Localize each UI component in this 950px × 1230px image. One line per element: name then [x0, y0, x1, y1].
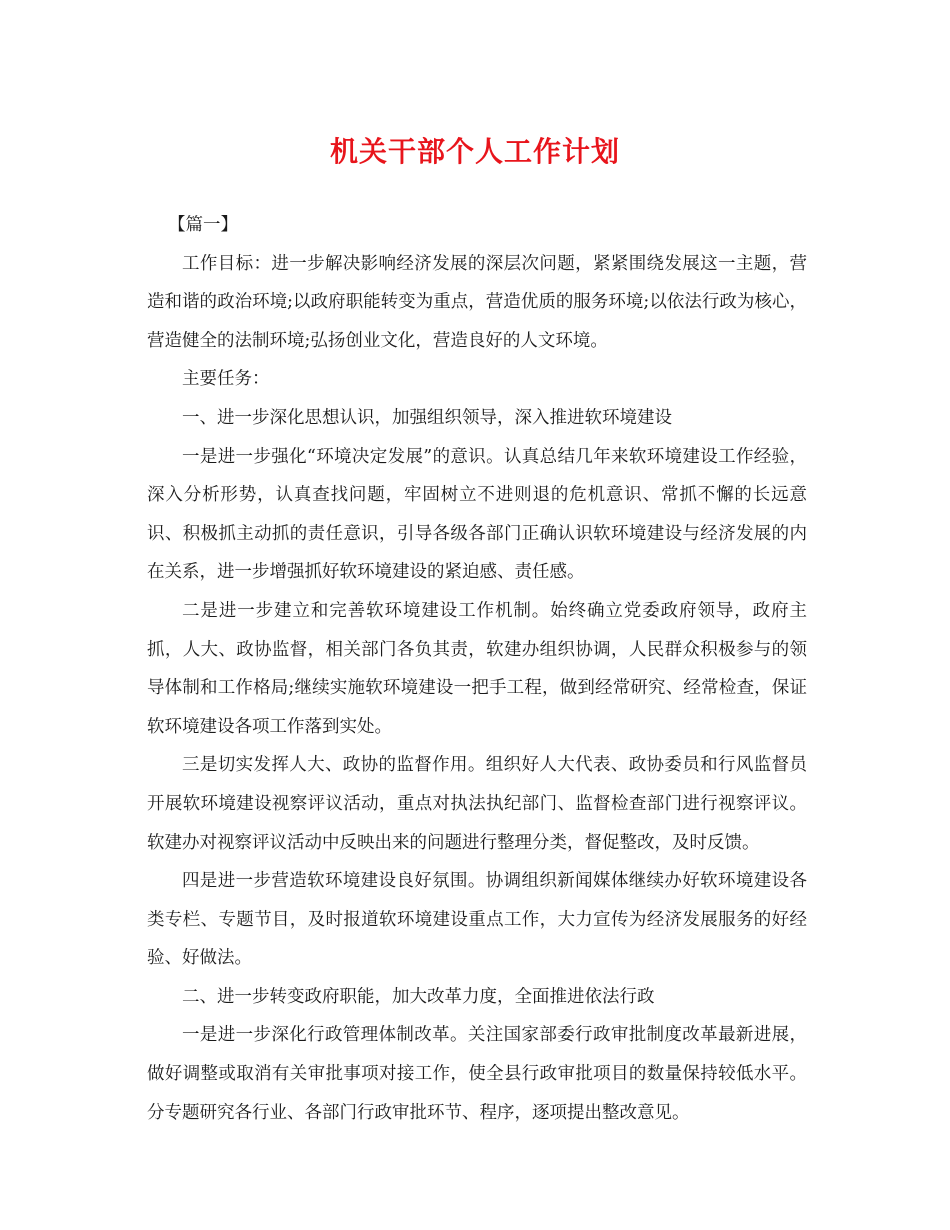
section-heading: 【篇一】 — [168, 215, 238, 235]
paragraph-main-tasks-label: 主要任务： — [182, 369, 270, 390]
paragraph-item-4: 四是进一步营造软环境建设良好氛围。协调组织新闻媒体继续办好软环境建设各类专栏、专题节目，及时报道软环境建设重点工作，大力宣传为经济发展服务的好经验、好做法。 — [147, 871, 807, 969]
document-title: 机关干部个人工作计划 — [329, 135, 620, 168]
paragraph-item-3: 三是切实发挥人大、政协的监督作用。组织好人大代表、政协委员和行风监督员开展软环境建设视察评议活动，重点对执法执纪部门、监督检查部门进行视察评议。软建办对视察评议活动中反映出来的问题进行整理分类，督促整改，及时反馈。 — [147, 755, 807, 853]
paragraph-item-2: 二是进一步建立和完善软环境建设工作机制。始终确立党委政府领导，政府主抓，人大、政协监督，相关部门各负其责，软建办组织协调，人民群众积极参与的领导体制和工作格局;继续实施软环境建设一把手工程，做到经常研究、经常检查，保证软环境建设各项工作落到实处。 — [147, 600, 807, 737]
paragraph-item-5: 一是进一步深化行政管理体制改革。关注国家部委行政审批制度改革最新进展，做好调整或取消有关审批事项对接工作，使全县行政审批项目的数量保持较低水平。分专题研究各行业、各部门行政审批环节、程序，逐项提出整改意见。 — [147, 1025, 807, 1123]
paragraph-task-heading-1: 一、进一步深化思想认识，加强组织领导，深入推进软环境建设 — [182, 407, 672, 428]
paragraph-task-heading-2: 二、进一步转变政府职能，加大改革力度，全面推进依法行政 — [182, 986, 655, 1007]
document-body — [147, 206, 807, 1132]
paragraph-item-1: 一是进一步强化“环境决定发展”的意识。认真总结几年来软环境建设工作经验，深入分析形势，认真查找问题，牢固树立不进则退的危机意识、常抓不懈的长远意识、积极抓主动抓的责任意识，引导各级各部门正确认识软环境建设与经济发展的内在关系，进一步增强抓好软环境建设的紧迫感、责任感。 — [147, 446, 807, 583]
paragraph-work-goal: 工作目标：进一步解决影响经济发展的深层次问题，紧紧围绕发展这一主题，营造和谐的政治环境;以政府职能转变为重点，营造优质的服务环境;以依法行政为核心，营造健全的法制环境;弘扬创业文化，营造良好的人文环境。 — [147, 253, 807, 351]
